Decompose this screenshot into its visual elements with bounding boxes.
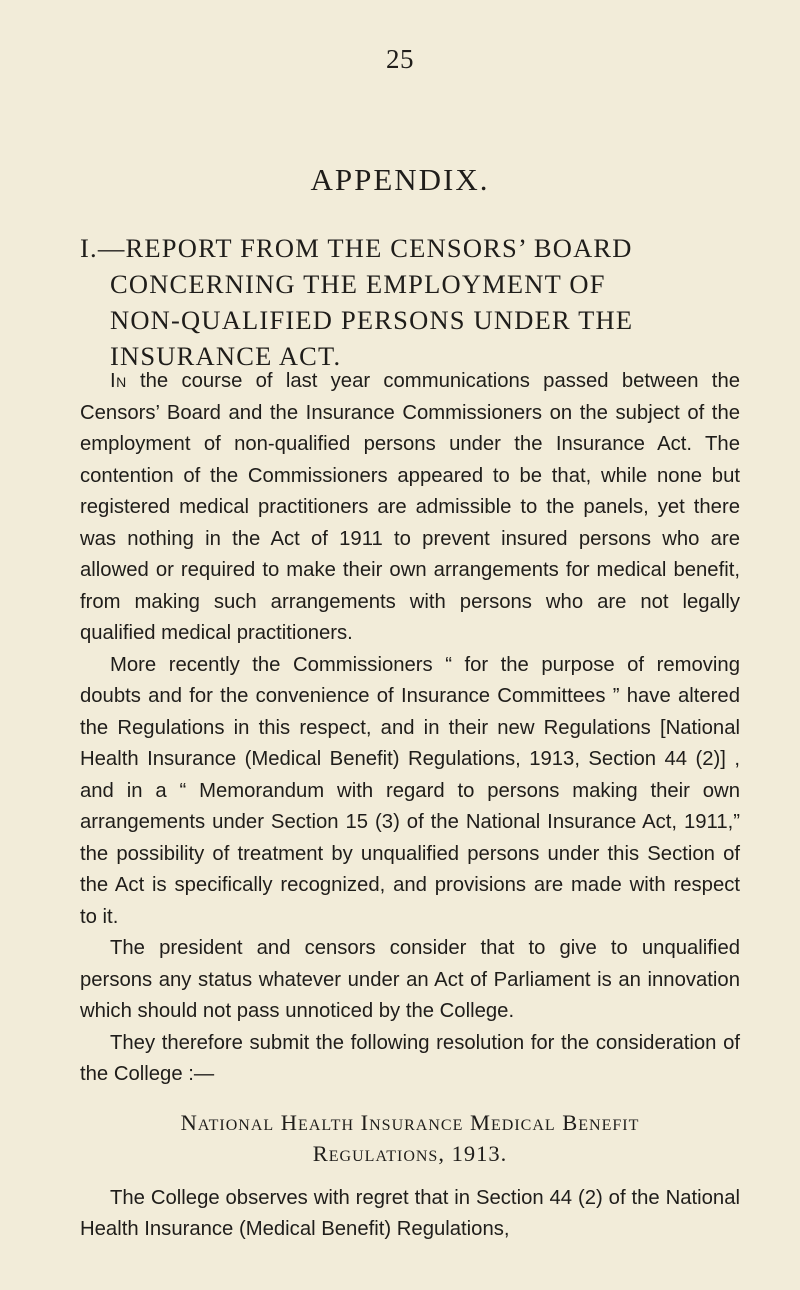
paragraph-communications bbox=[80, 366, 740, 650]
paragraph-resolution bbox=[80, 1183, 740, 1246]
paragraph-regulations bbox=[80, 650, 740, 934]
report-body bbox=[80, 366, 740, 1246]
paragraph-resolution-intro bbox=[80, 1028, 740, 1091]
paragraph-text: the course of last year communications passed between the Censors’ Board and the Insurance Commissioners on the subject of the employment of non-qualified persons under the Insurance Act. The contention of the Commissioners appeared to be that, while none but registered medical practitioners are admissible to the panels, yet there was nothing in the Act of 1911 to prevent insured persons who are allowed or required to make their own arrangements for medical benefit, from making such arrangements with persons who are not legally qualified medical practitioners. bbox=[80, 370, 740, 644]
section-heading-line: CONCERNING THE EMPLOYMENT OF bbox=[110, 269, 606, 299]
paragraph-text: The president and censors consider that to give to unqualified persons any status whatever under an Act of Parliament is an innovation which should not pass unnoticed by the College. bbox=[80, 937, 740, 1022]
section-heading-line: INSURANCE ACT. bbox=[110, 341, 342, 371]
section-heading-line: NON-QUALIFIED PERSONS UNDER THE bbox=[110, 305, 634, 335]
paragraph-text: They therefore submit the following resolution for the consideration of the College :— bbox=[80, 1031, 740, 1085]
subheading-line: Regulations, 1913. bbox=[312, 1140, 508, 1166]
page-number: 25 bbox=[386, 44, 414, 74]
paragraph-lead-word: In bbox=[110, 370, 127, 392]
paragraph-president-censors bbox=[80, 933, 740, 1028]
paragraph-text: The College observes with regret that in Section 44 (2) of the National Health Insurance (Medical Benefit) Regulations, bbox=[80, 1186, 740, 1240]
section-heading-line: I.—REPORT FROM THE CENSORS’ BOARD bbox=[80, 233, 633, 263]
section-heading bbox=[80, 230, 740, 374]
appendix-title: APPENDIX. bbox=[310, 162, 490, 197]
paragraph-text: More recently the Commissioners “ for the purpose of removing doubts and for the convenience of Insurance Committees ” have altered the Regulations in this respect, and in their new Regulations [National Health Insurance (Medical Benefit) Regulations, 1913, Section 44 (2)] , and in a “ Memorandum with regard to persons making their own arrangements under Section 15 (3) of the National Insurance Act, 1911,” the possibility of treatment by unqualified persons under this Section of the Act is specifically recognized, and provisions are made with respect to it. bbox=[80, 653, 740, 928]
subheading-line: National Health Insurance Medical Benefit bbox=[180, 1109, 640, 1135]
resolution-subheading bbox=[80, 1107, 740, 1169]
